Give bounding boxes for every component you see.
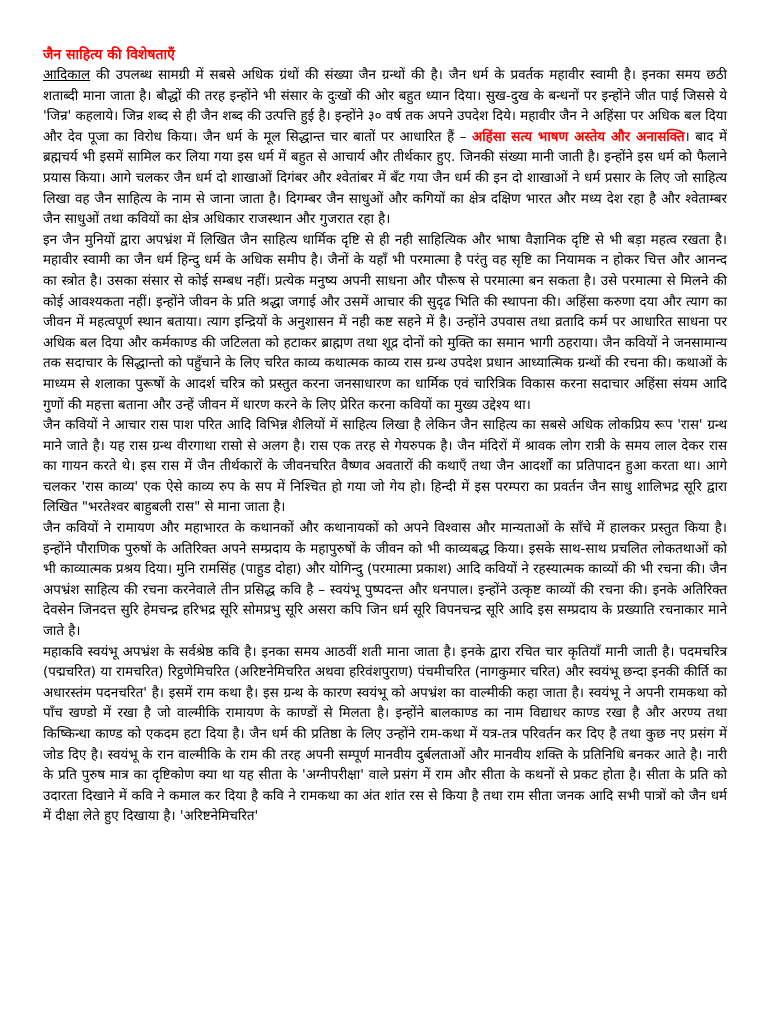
core-principles-highlight: अहिंसा सत्य भाषण अस्तेय और अनासक्ति <box>471 129 685 145</box>
paragraph-3: जैन कवियों ने आचार रास पाश परित आदि विभिन्न शैलियों में साहित्य लिखा है लेकिन जैन साहित्य का सबसे अधिक लोकप्रिय रूप 'रास' ग्रन्थ माने जाते है। यह रास ग्रन्थ वीरगाथा रासो से अलग है। रास एक तरह से गेयरुपक है। जैन मंदिरों में श्रावक लोग रात्री के समय लाल देकर रास का गायन करते थे। इस रास में जैन तीर्थकारों के जीवनचरित वैष्णव अवतारों की कथाएँ तथा जैन आदर्शों का प्रतिपादन हुआ करता था। आगे चलकर 'रास काव्य' एक ऐसे काव्य रुप के सप में निश्चित हो गया जो गेय हो। हिन्दी में इस परम्परा का प्रवर्तन जैन साधु शालिभद्र सूरि द्वारा लिखित "भरतेश्वर बाहुबली रास" से माना जाता है। <box>43 418 727 516</box>
paragraph-2: इन जैन मुनियों द्वारा अपभ्रंश में लिखित जैन साहित्य धार्मिक दृष्टि से ही नही साहित्यिक और भाषा वैज्ञानिक दृष्टि से भी बड़ा महत्व रखता है। महावीर स्वामी का जैन धर्म हिन्दु धर्म के अधिक समीप है। जैनों के यहाँ भी परमात्मा है परंतु वह सृष्टि का नियामक न होकर चित्त और आनन्द का स्त्रोत है। उसका संसार से कोई सम्बध नहीं। प्रत्येक मनुष्य अपनी साधना और पौरूष से परमात्मा बन सकता है। उसे परमात्मा से मिलने की कोई आवश्यकता नहीं। इन्होंने जीवन के प्रति श्रद्धा जगाई और उसमें आचार की सुदृढ भिति की स्थापना की। अहिंसा करुणा दया और त्याग का जीवन में महत्वपूर्ण स्थान बताया। त्याग इन्द्रियों के अनुशासन में नही कष्ट सहने में है। उन्होंने उपवास तथा व्रतादि कर्म पर आधारित साधना पर अधिक बल दिया और कर्मकाण्ड की जटिलता को हटाकर ब्राह्मण तथा शूद्र दोनों को मुक्ति का समान भागी ठहराया। जैन कवियों ने जनसामान्य तक सदाचार के सिद्धान्तो को पहुँचाने के लिए चरित काव्य कथात्मक काव्य रास ग्रन्थ उपदेश प्रधान आध्यात्मिक ग्रन्थों की रचना की। कथाओं के माध्यम से शलाका पुरूषों के आदर्श चरित्र को प्रस्तुत करना जनसाधारण का धार्मिक एवं चारित्रिक विकास करना सदाचार अहिंसा संयम आदि गुणों की महत्ता बताना और उन्हें जीवन में धारण करने के लिए प्रेरित करना कवियों का मुख्य उद्देश्य था। <box>43 232 727 413</box>
paragraph-1 <box>43 66 727 231</box>
paragraph-5: महाकवि स्वयंभू अपभ्रंश के सर्वश्रेष्ठ कवि है। इनका समय आठवीं शती माना जाता है। इनके द्वारा रचित चार कृतियाँ मानी जाती है। पदमचरित्र (पद्मचरित) या रामचरित) रिट्ठणेमिचरित (अरिष्टनेमिचरित अथवा हरिवंशपुराण) पंचमीचरित (नागकुमार चरित) और स्वयंभू छन्दा इनकी कीर्ति का अधारस्तंम पदनचरित' है। इसमें राम कथा है। इस ग्रन्थ के कारण स्वयंभू को अपभ्रंश का वाल्मीकी कहा जाता है। स्वयंभू ने अपनी रामकथा को पाँच खण्डो में रखा है जो वाल्मीकि रामायण के काण्डों से मिलता है। इन्होंने बालकाण्ड का नाम विद्याधर काण्ड रखा है और अरण्य तथा किष्किन्धा काण्ड को एकदम हटा दिया है। जैन धर्म की प्रतिष्ठा के लिए उन्होंने राम-कथा में यत्र-तत्र परिवर्तन कर दिए है तथा कुछ नए प्रसंग में जोड दिए है। स्वयंभू के रान वाल्मीकि के राम की तरह अपनी सम्पूर्ण मानवीय दुर्बलताओं और मानवीय शक्ति के प्रतिनिधि बनकर आते है। नारी के प्रति पुरुष मात्र का दृष्टिकोण क्या था यह सीता के 'अग्नीपरीक्षा' वाले प्रसंग में राम और सीता के कथनों से प्रकट होता है। सीता के प्रति को उदारता दिखाने में कवि ने कमाल कर दिया है कवि ने रामकथा का अंत शांत रस से किया है तथा राम सीता जनक आदि सभी पात्रों को जैन धर्म में दीक्षा लेते हुए दिखाया है। 'अरिष्टनेमिचरित' <box>43 644 727 825</box>
paragraph-1-text-a: की उपलब्ध सामग्री में सबसे अधिक ग्रंथों की संख्या जैन ग्रन्थों की है। जैन धर्म के प्रवर्तक महावीर स्वामी है। इनका समय छठी शताब्दी माना जाता है। बौद्धों की तरह इन्होंने भी संसार के दुःखों की ओर बहुत ध्यान दिया। सुख-दुख के बन्धनों पर इन्होंने जीत पाई जिससे ये 'जिन्र' कहलाये। जिन्र शब्द से ही जैन शब्द की उत्पत्ति हुई है। इन्होंने ३० वर्ष तक अपने उपदेश दिये। महावीर जैन ने अहिंसा पर अधिक बल दिया और देव पूजा का विरोध किया। जैन धर्म के मूल सिद्धान्त चार बातों पर आधारित हैं – <box>43 68 727 145</box>
paragraph-4: जैन कवियों ने रामायण और महाभारत के कथानकों और कथानायकों को अपने विश्वास और मान्यताओं के साँचे में हालकर प्रस्तुत किया है। इन्होंने पौराणिक पुरुषों के अतिरिक्त अपने सम्प्रदाय के महापुरुषों के जीवन को भी काव्यबद्ध किया। इसके साथ-साथ प्रचलित लोकतथाओं को भी काव्यात्मक प्रश्रय दिया। मुनि रामसिंह (पाहुड दोहा) और योगिन्दु (परमात्मा प्रकाश) आदि कवियों ने रहस्यात्मक काव्यों की भी रचना की। जैन अपभ्रंश साहित्य की रचना करनेवाले तीन प्रसिद्ध कवि है – स्वयंभू पुष्पदन्त और धनपाल। इन्होंने उत्कृष्ट काव्यों की रचना की। इनके अतिरिक्त देवसेन जिनदत्त सुरि हेमचन्द्र हरिभद्र सूरि सोमप्रभु सूरि असरा कपि जिन धर्म सूरि विपनचन्द्र सूरि आदि इस सम्प्रदाय के प्रख्याति रचनाकार माने जाते है। <box>43 521 727 640</box>
paragraph-1-text-b: । बाद में ब्रह्मचर्य भी इसमें सामिल कर लिया गया इस धर्म में बहुत से आचार्य और तीर्थकार हुए. जिनकी संख्या मानी जाती है। इन्होंने इस धर्म को फैलाने प्रयास किया। आगे चलकर जैन धर्म दो शाखाओं दिगंबर और श्वेतांबर में बँट गया जैन धर्म की इन दो शाखाओं ने धर्म प्रसार के लिए जो साहित्य लिखा वह जैन साहित्य के नाम से जाना जाता है। दिगम्बर जैन साधुओं और कगियों का क्षेत्र दक्षिण भारत और मध्य देश रहा है और श्वेताम्बर जैन साधुओं तथा कवियों का क्षेत्र अधिकार राजस्थान और गुजरात रहा है। <box>43 129 727 228</box>
aadikal-link[interactable]: आदिकाल <box>43 68 91 83</box>
page-title: जैन साहित्य की विशेषताएँ <box>43 47 175 63</box>
document-page <box>43 44 727 828</box>
